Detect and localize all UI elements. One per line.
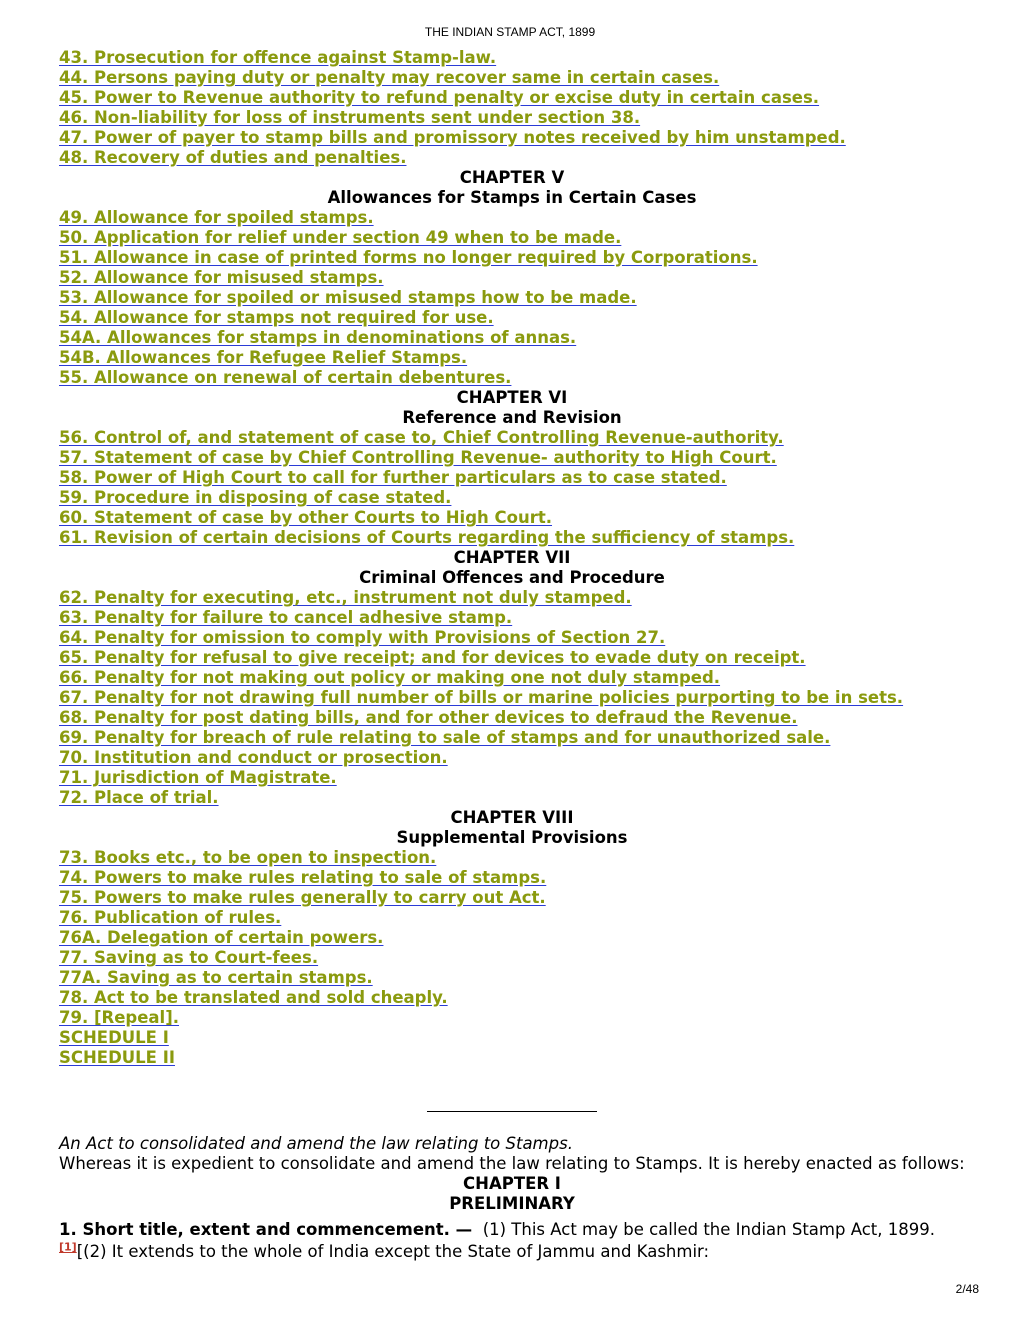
toc-link[interactable]: 56. Control of, and statement of case to, Chief Controlling Revenue-authority. xyxy=(59,428,784,447)
toc-list-chapter-vi xyxy=(59,428,965,548)
toc-link[interactable]: 59. Procedure in disposing of case stated. xyxy=(59,488,452,507)
toc-link[interactable]: 48. Recovery of duties and penalties. xyxy=(59,148,407,167)
toc-link[interactable]: 76. Publication of rules. xyxy=(59,908,282,927)
chapter-title: Reference and Revision xyxy=(402,408,622,427)
toc-link[interactable]: 57. Statement of case by Chief Controlling Revenue- authority to High Court. xyxy=(59,448,777,467)
toc-link[interactable]: 60. Statement of case by other Courts to High Court. xyxy=(59,508,553,527)
toc-link[interactable]: 71. Jurisdiction of Magistrate. xyxy=(59,768,337,787)
toc-link[interactable]: 55. Allowance on renewal of certain debentures. xyxy=(59,368,512,387)
toc-link[interactable]: 68. Penalty for post dating bills, and for other devices to defraud the Revenue. xyxy=(59,708,798,727)
chapter-label: CHAPTER VII xyxy=(453,548,571,567)
toc-link[interactable]: 74. Powers to make rules relating to sale of stamps. xyxy=(59,868,547,887)
toc-link[interactable]: 73. Books etc., to be open to inspection. xyxy=(59,848,437,867)
toc-link[interactable]: 58. Power of High Court to call for further particulars as to case stated. xyxy=(59,468,727,487)
toc-link[interactable]: 44. Persons paying duty or penalty may recover same in certain cases. xyxy=(59,68,720,87)
section-text: [(2) It extends to the whole of India except the State of Jammu and Kashmir: xyxy=(76,1242,710,1261)
chapter-title: Supplemental Provisions xyxy=(396,828,628,847)
toc-link[interactable]: SCHEDULE II xyxy=(59,1048,175,1067)
page-number: 2/48 xyxy=(955,1282,979,1296)
chapter-label: CHAPTER V xyxy=(459,168,565,187)
toc-link[interactable]: 75. Powers to make rules generally to carry out Act. xyxy=(59,888,546,907)
chapter-label: CHAPTER VIII xyxy=(450,808,574,827)
toc-link[interactable]: 78. Act to be translated and sold cheaply. xyxy=(59,988,448,1007)
toc-link[interactable]: 79. [Repeal]. xyxy=(59,1008,180,1027)
toc-link[interactable]: 77. Saving as to Court-fees. xyxy=(59,948,319,967)
toc-link[interactable]: 66. Penalty for not making out policy or making one not duly stamped. xyxy=(59,668,721,687)
toc-link[interactable]: 61. Revision of certain decisions of Courts regarding the sufficiency of stamps. xyxy=(59,528,795,547)
section-title: 1. Short title, extent and commencement. — xyxy=(59,1220,473,1239)
toc-link[interactable]: 45. Power to Revenue authority to refund penalty or excise duty in certain cases. xyxy=(59,88,820,107)
toc-link[interactable]: 70. Institution and conduct or prosection. xyxy=(59,748,448,767)
toc-link[interactable]: 72. Place of trial. xyxy=(59,788,219,807)
toc-link[interactable]: 67. Penalty for not drawing full number of bills or marine policies purporting to be in sets. xyxy=(59,688,904,707)
toc-list-chapter-viii xyxy=(59,848,965,1068)
toc-link[interactable]: 50. Application for relief under section 49 when to be made. xyxy=(59,228,622,247)
section-1-heading xyxy=(59,1220,965,1240)
toc-link[interactable]: 52. Allowance for misused stamps. xyxy=(59,268,384,287)
section-text: (1) This Act may be called the Indian Stamp Act, 1899. xyxy=(482,1220,935,1239)
toc-link[interactable]: 49. Allowance for spoiled stamps. xyxy=(59,208,374,227)
toc-link[interactable]: 43. Prosecution for offence against Stamp-law. xyxy=(59,48,497,67)
toc-link[interactable]: 76A. Delegation of certain powers. xyxy=(59,928,384,947)
document-content xyxy=(59,48,965,1262)
toc-link[interactable]: 54. Allowance for stamps not required for use. xyxy=(59,308,494,327)
act-preamble: Whereas it is expedient to consolidate and amend the law relating to Stamps. It is hereby enacted as follows: xyxy=(59,1154,965,1173)
toc-link[interactable]: 64. Penalty for omission to comply with Provisions of Section 27. xyxy=(59,628,666,647)
toc-link[interactable]: SCHEDULE I xyxy=(59,1028,169,1047)
toc-link[interactable]: 54A. Allowances for stamps in denominations of annas. xyxy=(59,328,577,347)
toc-link[interactable]: 47. Power of payer to stamp bills and promissory notes received by him unstamped. xyxy=(59,128,846,147)
toc-link[interactable]: 65. Penalty for refusal to give receipt; and for devices to evade duty on receipt. xyxy=(59,648,806,667)
footnote-link[interactable]: [1] xyxy=(59,1240,77,1254)
toc-list-chapter-iv-tail xyxy=(59,48,965,168)
act-long-title: An Act to consolidated and amend the law relating to Stamps. xyxy=(59,1134,573,1153)
toc-list-chapter-v xyxy=(59,208,965,388)
toc-list-chapter-vii xyxy=(59,588,965,808)
chapter-title: PRELIMINARY xyxy=(449,1194,575,1213)
toc-link[interactable]: 54B. Allowances for Refugee Relief Stamps. xyxy=(59,348,468,367)
toc-link[interactable]: 51. Allowance in case of printed forms no longer required by Corporations. xyxy=(59,248,758,267)
chapter-title: Allowances for Stamps in Certain Cases xyxy=(327,188,697,207)
toc-link[interactable]: 46. Non-liability for loss of instruments sent under section 38. xyxy=(59,108,641,127)
toc-link[interactable]: 53. Allowance for spoiled or misused stamps how to be made. xyxy=(59,288,637,307)
chapter-label: CHAPTER VI xyxy=(456,388,568,407)
chapter-label: CHAPTER I xyxy=(463,1174,561,1193)
section-divider xyxy=(427,1111,597,1112)
section-1-subsection-2 xyxy=(59,1242,965,1262)
toc-link[interactable]: 63. Penalty for failure to cancel adhesive stamp. xyxy=(59,608,513,627)
toc-link[interactable]: 69. Penalty for breach of rule relating to sale of stamps and for unauthorized sale. xyxy=(59,728,831,747)
toc-link[interactable]: 62. Penalty for executing, etc., instrument not duly stamped. xyxy=(59,588,632,607)
running-header: THE INDIAN STAMP ACT, 1899 xyxy=(424,25,596,39)
chapter-title: Criminal Offences and Procedure xyxy=(359,568,665,587)
toc-link[interactable]: 77A. Saving as to certain stamps. xyxy=(59,968,373,987)
